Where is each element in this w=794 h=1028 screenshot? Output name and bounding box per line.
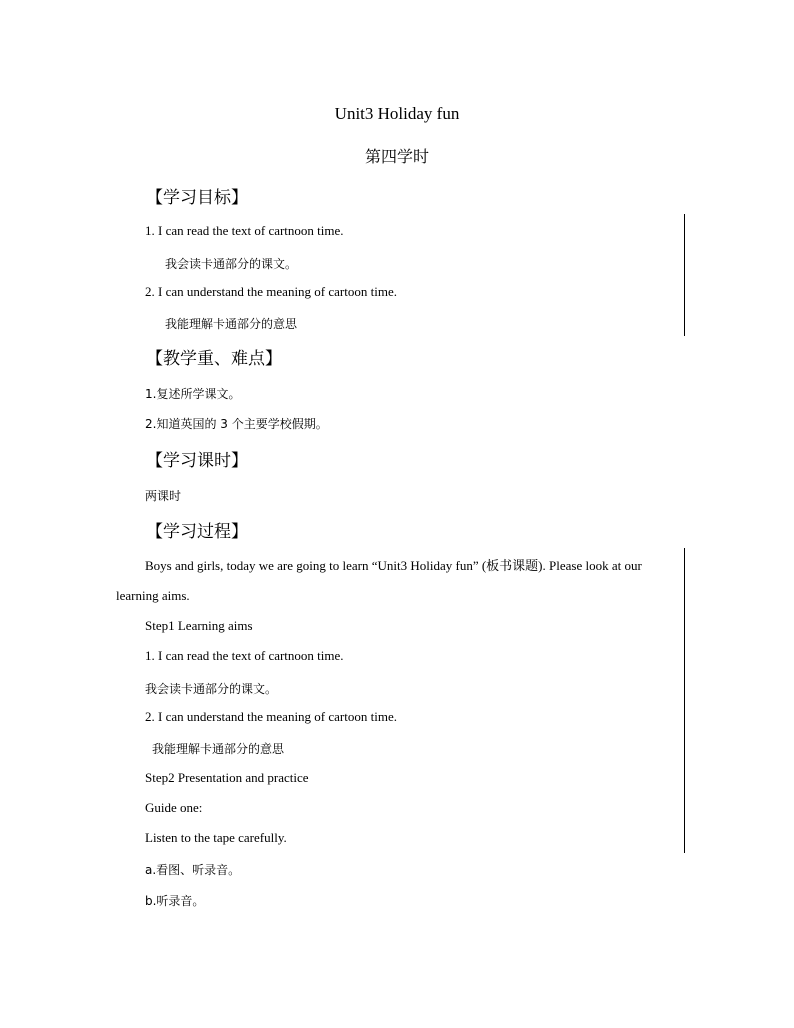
step1-item-1-cn: 我会读卡通部分的课文。	[145, 682, 278, 696]
heading-learning-goals: 【学习目标】	[146, 188, 248, 208]
heading-class-hours: 【学习课时】	[146, 451, 248, 471]
heading-learning-process: 【学习过程】	[146, 522, 248, 542]
process-intro-line-1: Boys and girls, today we are going to learn “Unit3 Holiday fun” (板书课题). Please look at our	[145, 558, 642, 573]
step-a: a.看图、听录音。	[145, 863, 241, 877]
step1-item-2-cn: 我能理解卡通部分的意思	[152, 742, 285, 756]
step2-heading: Step2 Presentation and practice	[145, 770, 309, 785]
guide-one: Guide one:	[145, 800, 203, 815]
heading-key-points: 【教学重、难点】	[146, 349, 282, 369]
key-point-1: 1.复述所学课文。	[145, 387, 241, 401]
margin-line-bottom	[684, 548, 685, 853]
goal-item-1-en: 1. I can read the text of cartnoon time.	[145, 223, 344, 238]
step-b: b.听录音。	[145, 894, 205, 908]
key-point-2: 2.知道英国的 3 个主要学校假期。	[145, 417, 328, 431]
step1-heading: Step1 Learning aims	[145, 618, 253, 633]
process-intro-line-2: learning aims.	[116, 588, 190, 603]
goal-item-1-cn: 我会读卡通部分的课文。	[165, 257, 298, 271]
class-hours-text: 两课时	[145, 489, 182, 503]
document-title: Unit3 Holiday fun	[334, 104, 460, 123]
goal-item-2-cn: 我能理解卡通部分的意思	[165, 317, 298, 331]
step1-item-2-en: 2. I can understand the meaning of cartoon time.	[145, 709, 397, 724]
document-subtitle: 第四学时	[364, 149, 429, 166]
listen-instruction: Listen to the tape carefully.	[145, 830, 287, 845]
goal-item-2-en: 2. I can understand the meaning of cartoon time.	[145, 284, 397, 299]
margin-line-top	[684, 214, 685, 336]
step1-item-1-en: 1. I can read the text of cartnoon time.	[145, 648, 344, 663]
